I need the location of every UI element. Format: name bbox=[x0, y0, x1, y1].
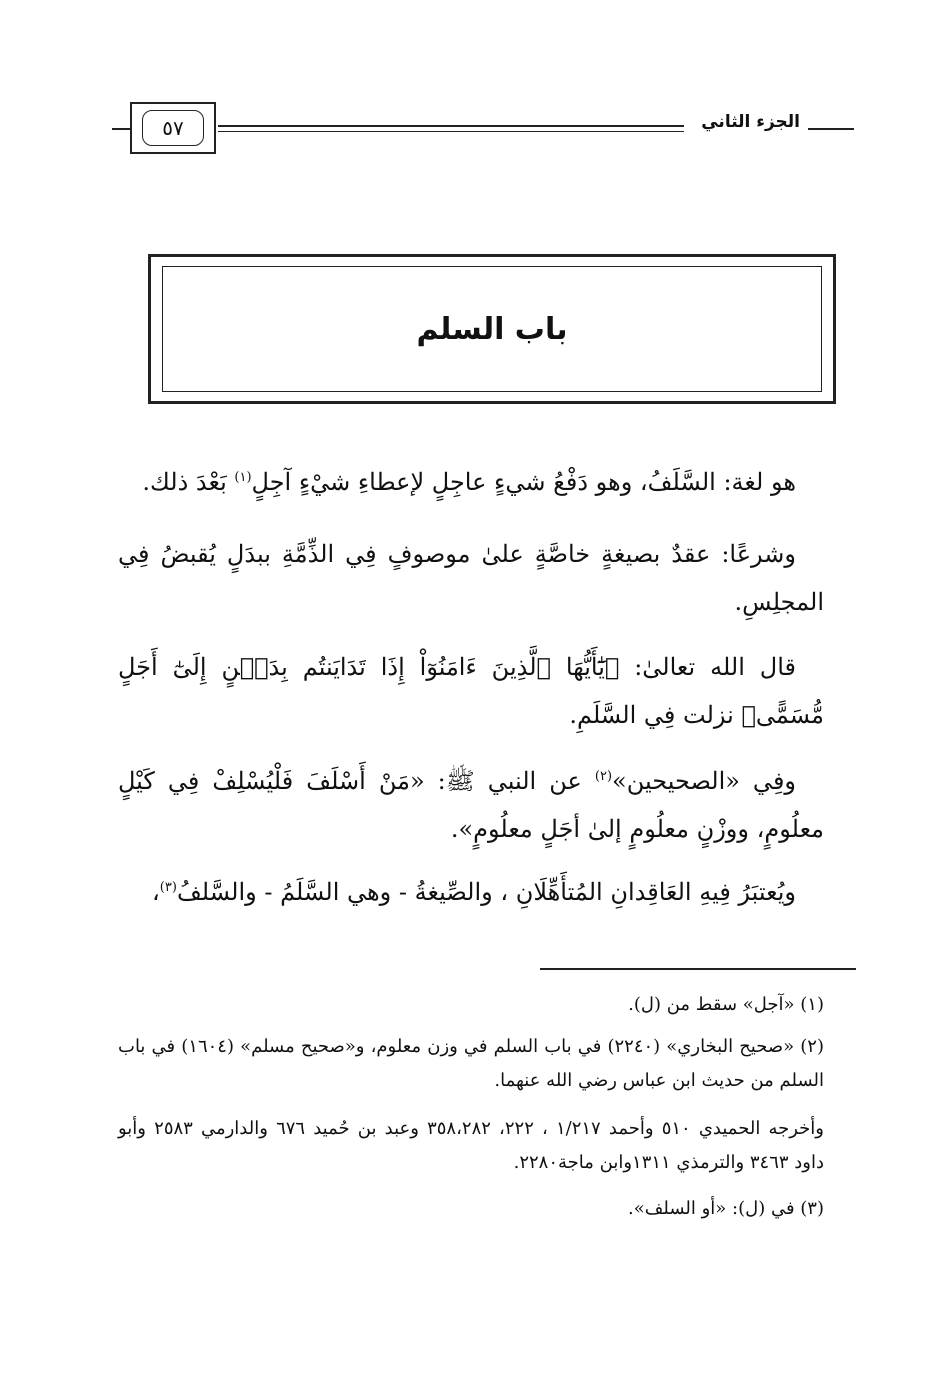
footnote-3: (٣) في (ل): «أو السلف». bbox=[628, 1198, 824, 1219]
paragraph-text: بَعْدَ ذلك. bbox=[142, 468, 235, 496]
paragraph-conditions bbox=[118, 868, 824, 916]
header-rule-left bbox=[112, 128, 130, 130]
running-title: الجزء الثاني bbox=[701, 112, 800, 132]
chapter-title: باب السلم bbox=[416, 312, 568, 347]
footnote-ref-2: (٢) bbox=[594, 769, 613, 784]
header-rule-middle-thin bbox=[218, 131, 684, 132]
paragraph-quran-verse bbox=[118, 643, 824, 739]
paragraph-linguistic-definition bbox=[118, 458, 824, 506]
footnote-1: (١) «آجل» سقط من (ل). bbox=[628, 994, 824, 1015]
footnote-ref-1: (١) bbox=[234, 470, 252, 485]
paragraph-text: وشرعًا: عقدٌ بصيغةٍ خاصَّةٍ علىٰ موصوفٍ فِي الذِّمَّةِ ببدَلٍ يُقبضُ فِي المجلِسِ. bbox=[118, 540, 824, 616]
header-rule-middle bbox=[218, 125, 684, 127]
footnote-ref-3: (٣) bbox=[159, 880, 177, 895]
paragraph-text: قال الله تعالىٰ: ﴿يَٰٓأَيُّهَا ٱلَّذِينَ ءَامَنُوٓاْ إِذَا تَدَايَنتُم بِدَيۡنٍ إِلَىٰٓ أَجَلٍ مُّسَمًّى﴾ نزلت فِي السَّلَمِ. bbox=[118, 653, 824, 729]
footnote-separator bbox=[540, 968, 856, 970]
paragraph-text: عن النبي ﷺ: «مَنْ أَسْلَفَ فَلْيُسْلِفْ فِي كَيْلٍ معلُومٍ، ووزْنٍ معلُومٍ إلىٰ أجَلٍ معلُومٍ». bbox=[118, 767, 824, 843]
paragraph-text: هو لغة: السَّلَفُ، وهو دَفْعُ شيءٍ عاجِلٍ لإعطاءِ شيْءٍ آجِلٍ bbox=[251, 468, 796, 496]
paragraph-text: وفِي «الصحيحين» bbox=[612, 767, 797, 795]
page-number: ٥٧ bbox=[142, 110, 204, 146]
paragraph-legal-definition bbox=[118, 530, 824, 626]
paragraph-hadith bbox=[118, 757, 824, 853]
paragraph-text: ويُعتبَرُ فِيهِ العَاقِدانِ المُتأَهِّلَانِ ، والصِّيغةُ - وهي السَّلَمُ - والسَّلفُ bbox=[176, 878, 796, 906]
footnote-2: (٢) «صحيح البخاري» (٢٢٤٠) في باب السلم في وزن معلوم، و«صحيح مسلم» (١٦٠٤) في باب السلم من حديث ابن عباس رضي الله عنهما. bbox=[118, 1036, 824, 1091]
footnote-2-continued: وأخرجه الحميدي ٥١٠ وأحمد ١/٢١٧ ، ٢٢٢، ٣٥٨،٢٨٢ وعبد بن حُميد ٦٧٦ والدارمي ٢٥٨٣ وأبو داود ٣٤٦٣ والترمذي ١٣١١وابن ماجة٢٢٨٠. bbox=[118, 1118, 824, 1173]
header-rule-right bbox=[808, 128, 854, 130]
paragraph-text: ، bbox=[152, 878, 160, 906]
